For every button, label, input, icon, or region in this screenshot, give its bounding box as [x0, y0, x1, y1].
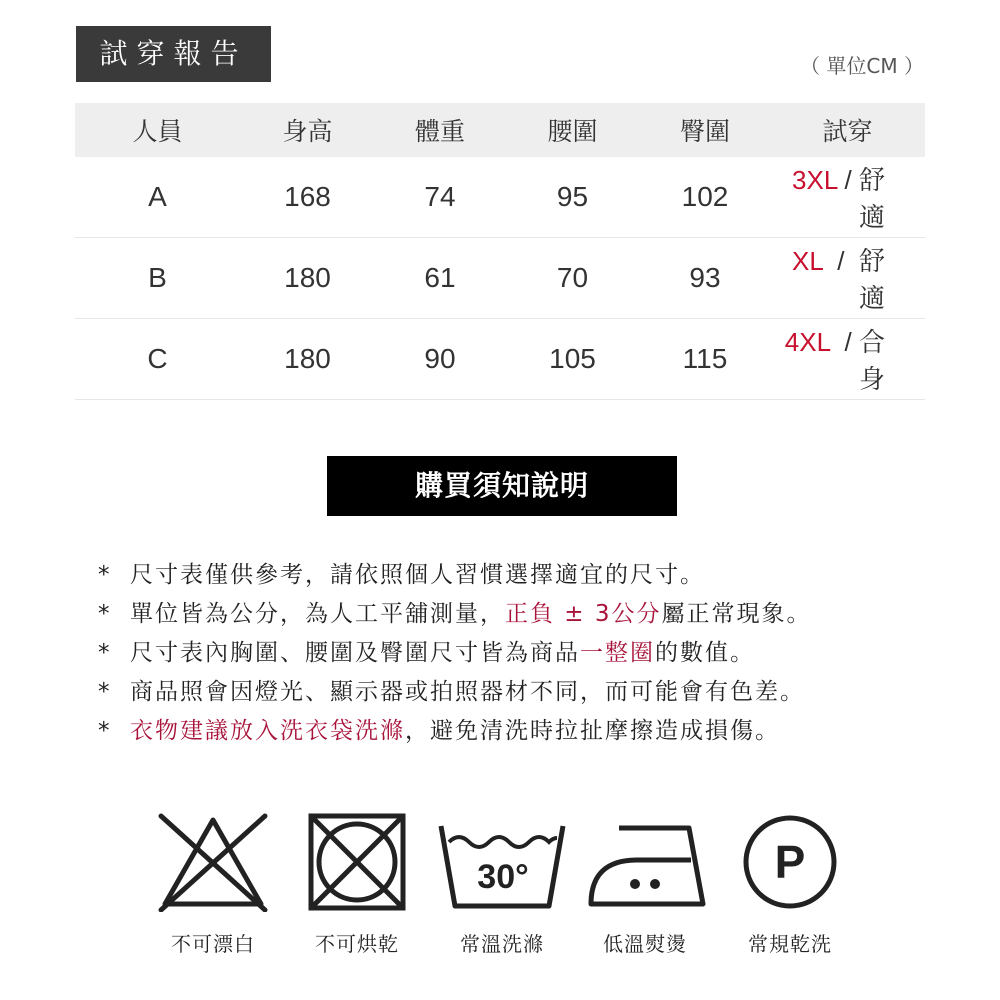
fit-size: XL [792, 246, 823, 276]
bullet-star: * [98, 562, 110, 588]
list-item [98, 560, 812, 590]
bullet-star: * [98, 679, 110, 705]
care-label-normal-wash: 常溫洗滌 [460, 932, 544, 956]
cell-hip: 102 [640, 157, 770, 238]
col-weight: 體重 [375, 103, 505, 157]
cell-person: C [75, 319, 240, 400]
col-height: 身高 [240, 103, 375, 157]
table-row [75, 157, 925, 238]
fit-size: 3XL [792, 165, 838, 195]
note-text: 單位皆為公分，為人工平舖測量， [130, 601, 505, 627]
wash-30-icon [437, 812, 567, 912]
bullet-star: * [98, 601, 110, 627]
col-hip: 臀圍 [640, 103, 770, 157]
note-text: 屬正常現象。 [661, 601, 812, 627]
fit-comment: 舒適 [858, 246, 885, 313]
cell-height: 180 [240, 319, 375, 400]
notice-list [98, 560, 812, 755]
cell-hip: 93 [640, 238, 770, 319]
fit-comment: 舒適 [858, 165, 885, 232]
table-row [75, 238, 925, 319]
note-text: 的數值。 [655, 640, 755, 666]
note-text: ，避免清洗時拉扯摩擦造成損傷。 [405, 718, 780, 744]
table-header-row [75, 103, 925, 157]
fit-comment: 合身 [858, 327, 885, 394]
size-table [75, 103, 925, 400]
cell-height: 180 [240, 238, 375, 319]
cell-hip: 115 [640, 319, 770, 400]
dry-clean-p-icon [740, 812, 840, 912]
note-text: 商品照會因燈光、顯示器或拍照器材不同，而可能會有色差。 [130, 679, 805, 705]
note-highlight: 一整圈 [580, 640, 655, 666]
notice-title: 購買須知說明 [327, 456, 677, 516]
list-item [98, 677, 812, 707]
no-tumble-dry-icon [307, 812, 407, 912]
care-label-dry-clean: 常規乾洗 [748, 932, 832, 956]
bullet-star: * [98, 640, 110, 666]
care-label-low-iron: 低溫熨燙 [603, 932, 687, 956]
cell-fit [770, 157, 925, 238]
fit-separator: / [822, 246, 859, 276]
report-title: 試穿報告 [76, 26, 271, 82]
list-item [98, 638, 812, 668]
table-row [75, 319, 925, 400]
no-bleach-icon [157, 812, 269, 912]
fit-size: 4XL [784, 327, 831, 357]
cell-person: B [75, 238, 240, 319]
cell-person: A [75, 157, 240, 238]
col-waist: 腰圍 [505, 103, 640, 157]
dry-clean-letter: P [774, 836, 806, 888]
unit-note: （ 單位CM ） [800, 54, 924, 78]
cell-height: 168 [240, 157, 375, 238]
cell-weight: 90 [375, 319, 505, 400]
cell-waist: 95 [505, 157, 640, 238]
bullet-star: * [98, 718, 110, 744]
list-item [98, 716, 812, 746]
cell-waist: 105 [505, 319, 640, 400]
cell-weight: 74 [375, 157, 505, 238]
note-text: 尺寸表僅供參考，請依照個人習慣選擇適宜的尺寸。 [130, 562, 705, 588]
wash-temp: 30° [477, 858, 529, 896]
note-text: 尺寸表內胸圍、腰圍及臀圍尺寸皆為商品 [130, 640, 580, 666]
cell-fit [770, 319, 925, 400]
note-highlight: 衣物建議放入洗衣袋洗滌 [130, 718, 405, 744]
fit-separator: / [830, 327, 859, 357]
fit-separator: / [837, 165, 859, 195]
col-fit: 試穿 [770, 103, 925, 157]
cell-fit [770, 238, 925, 319]
col-person: 人員 [75, 103, 240, 157]
list-item [98, 599, 812, 629]
cell-waist: 70 [505, 238, 640, 319]
low-temp-iron-icon [585, 812, 710, 912]
care-label-no-bleach: 不可漂白 [171, 932, 255, 956]
cell-weight: 61 [375, 238, 505, 319]
note-highlight: 正負 ± 3公分 [505, 601, 662, 627]
care-label-no-tumble-dry: 不可烘乾 [315, 932, 399, 956]
